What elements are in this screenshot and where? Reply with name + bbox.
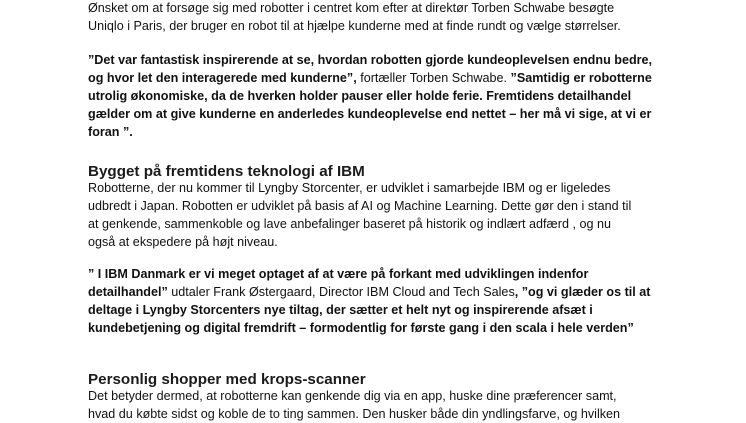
text-line: foran ”. xyxy=(88,125,133,139)
text-line: Det betyder dermed, at robotterne kan genkende dig via en app, huske dine præferencer samt, xyxy=(88,389,617,403)
text-line: kundebetjening og digital fremdrift – formodentlig for første gang i den scala i hele verden” xyxy=(88,321,634,335)
text-line: også at ekspedere på højt niveau. xyxy=(88,235,278,249)
text-line: udbredt i Japan. Robotten er udviklet på basis af AI og Machine Learning. Dette gør den i stand til xyxy=(88,199,632,213)
text-line xyxy=(88,283,688,301)
ibm-technology-paragraph xyxy=(88,179,688,251)
quote-torben-schwabe xyxy=(88,51,688,141)
personal-shopper-paragraph xyxy=(88,387,688,423)
text-line: ”Det var fantastisk inspirerende at se, hvordan robotten gjorde kundeoplevelsen endnu bedre, xyxy=(88,53,653,67)
section-heading-ibm: Bygget på fremtidens teknologi af IBM xyxy=(88,163,365,180)
normal-text: udtaler Frank Østergaard, Director IBM Cloud and Tech Sales xyxy=(167,285,515,299)
normal-text: fortæller Torben Schwabe. xyxy=(356,71,511,85)
text-line xyxy=(88,69,688,87)
bold-text: , ”og vi glæder os til at xyxy=(514,285,651,299)
text-line: utrolig økonomiske, da de hverken holder pauser eller holde ferie. Fremtidens detailhandel xyxy=(88,89,632,103)
intro-paragraph xyxy=(88,0,688,35)
bold-text: ”Samtidig er robotterne xyxy=(510,71,652,85)
quote-frank-ostergaard xyxy=(88,265,688,337)
text-line: Robotterne, der nu kommer til Lyngby Storcenter, er udviklet i samarbejde IBM og er ligeledes xyxy=(88,181,611,195)
section-heading-personal-shopper: Personlig shopper med krops-scanner xyxy=(88,371,366,388)
text-line: hvad du købte sidst og koble de to ting sammen. Den husker både din yndlingsfarve, og hvilken xyxy=(88,407,621,421)
text-line: gælder om at give kunderne en anderledes kundeoplevelse end nettet – her må vi sige, at vi er xyxy=(88,107,652,121)
text-line: Uniqlo i Paris, der bruger en robot til at hjælpe kunderne med at finde rundt og vælge størrelser. xyxy=(88,19,621,33)
text-line: ” I IBM Danmark er vi meget optaget af at være på forkant med udviklingen indenfor xyxy=(88,267,589,281)
text-line: Ønsket om at forsøge sig med robotter i centret kom efter at direktør Torben Schwabe besøgte xyxy=(88,1,615,15)
text-line: at genkende, sammenkoble og lave anbefalinger baseret på historik og indlært adfærd , og nu xyxy=(88,217,611,231)
bold-text: og hvor let den interagerede med kunderne”, xyxy=(88,71,357,85)
text-line: deltage i Lyngby Storcenters nye tiltag, der sætter et helt nyt og inspirerende afsæt i xyxy=(88,303,593,317)
bold-text: detailhandel” xyxy=(88,285,168,299)
